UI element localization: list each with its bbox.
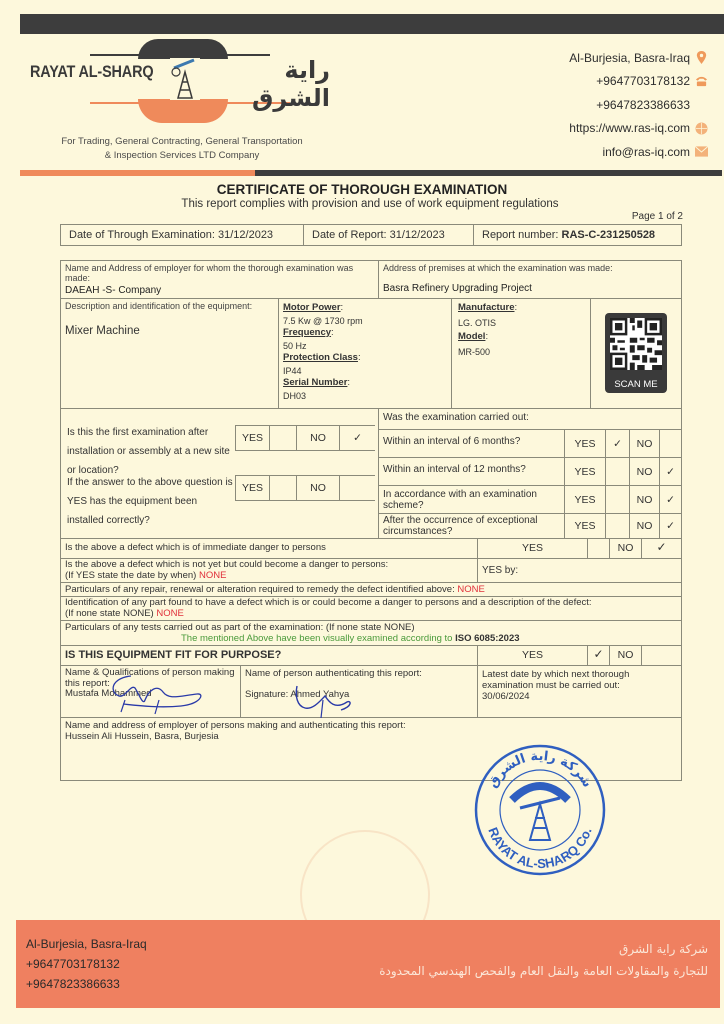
tests-row: Particulars of any tests carried out as part of the examination: (If none state NONE) The mentioned Above have been visually examined according to ISO 6085:2023 (61, 621, 681, 646)
logo-text-ar: راية الشرق (251, 56, 330, 112)
equipment-desc-cell: Description and identification of the equipment: Mixer Machine (61, 299, 279, 409)
company-logo (30, 36, 330, 136)
repair-row: Particulars of any repair, renewal or alteration required to remedy the defect identified above: NONE (61, 583, 681, 597)
interval-12m-no[interactable]: ✓ (666, 466, 675, 478)
examination-form (60, 260, 682, 781)
first-exam-no-box[interactable]: ✓ (353, 432, 362, 444)
logo-text-en: RAYAT AL-SHARQ (30, 62, 154, 81)
equipment-make-cell: Manufacture: LG. OTIS Model: MR-500 (452, 299, 591, 409)
fit-yes-box[interactable]: ✓ (588, 646, 610, 666)
installed-correctly-question: If the answer to the above question is YES has the equipment been installed correctly? (67, 477, 233, 526)
yes-by-field[interactable]: YES by: (478, 559, 681, 583)
interval-row-exceptional: After the occurrence of exceptional circumstances? YES NO ✓ (379, 513, 681, 537)
company-stamp-icon (472, 742, 608, 878)
equipment-name: Mixer Machine (65, 325, 140, 337)
footer-contact: Al-Burjesia, Basra-Iraq +9647703178132 +9647823386633 (26, 937, 147, 991)
contact-phone2: +9647823386633 (596, 97, 690, 112)
qr-code[interactable] (605, 313, 667, 393)
qr-label: SCAN ME (614, 379, 658, 390)
installed-correctly-answer: YES NO (235, 475, 375, 501)
interval-exceptional-no[interactable]: ✓ (666, 520, 675, 532)
contact-website: https://www.ras-iq.com (569, 117, 708, 141)
interval-row-scheme: In accordance with an examination scheme? YES NO ✓ (379, 485, 681, 513)
divider-orange (20, 170, 255, 176)
immediate-danger-row: Is the above a defect which is of immediate danger to persons YES NO ✓ (61, 539, 681, 559)
interval-scheme-yes[interactable] (606, 486, 630, 514)
report-number: RAS-C-231250528 (561, 229, 656, 241)
motor-power: 7.5 Kw @ 1730 rpm (283, 315, 363, 326)
globe-icon (695, 122, 708, 135)
company-tagline: For Trading, General Contracting, General Transportation & Inspection Services LTD Company (61, 136, 303, 161)
manufacture: LG. OTIS (458, 317, 497, 328)
employer-name: DAEAH -S- Company (65, 285, 162, 296)
qr-code-icon (610, 318, 662, 370)
maker-name: Mustafa Mohammed (65, 688, 152, 699)
svg-text:RAYAT AL-SHARQ Co.: RAYAT AL-SHARQ Co. (485, 825, 595, 872)
serial-number: DH03 (283, 390, 307, 401)
next-exam-cell: Latest date by which next thorough examination must be carried out: 30/06/2024 (478, 666, 681, 718)
contact-phone1: +9647703178132 (569, 70, 708, 94)
phone-icon (695, 75, 708, 88)
first-exam-yes-box[interactable] (270, 426, 297, 450)
interval-scheme-no[interactable]: ✓ (666, 494, 675, 506)
interval-exceptional-yes[interactable] (606, 514, 630, 538)
location-pin-icon (695, 51, 708, 64)
contact-email: info@ras-iq.com (569, 140, 708, 164)
page-number: Page 1 of 2 (631, 211, 683, 222)
first-exam-answer: YES NO ✓ (235, 425, 375, 451)
identification-row: Identification of any part found to have a defect which is or could become a danger to persons and a description of the defect: (If none state NONE) NONE (61, 597, 681, 621)
repair-value: NONE (457, 584, 485, 595)
svg-text:شركة راية الشرق: شركة راية الشرق (485, 748, 595, 791)
employer-cell: Name and Address of employer for whom the thorough examination was made: DAEAH -S- Company (61, 261, 379, 299)
interval-block: Was the examination carried out: Within an interval of 6 months? YES ✓ NO Within an interval of 12 months? YES NO ✓ In accordance with an examination scheme? YES NO ✓ After the occurrence of exceptional circumstances? YES NO ✓ (379, 409, 681, 539)
exam-date: Date of Through Examination: 31/12/2023 (61, 225, 304, 245)
contact-block (569, 46, 708, 164)
auth-signature-icon (291, 682, 361, 718)
future-danger-value: NONE (198, 569, 227, 581)
next-exam-date: 30/06/2024 (482, 691, 530, 702)
installed-no-box[interactable] (340, 476, 375, 500)
protection-class: IP44 (283, 365, 302, 376)
report-employer-cell: Name and address of employer of persons making and authenticating this report: Hussein Ali Hussein, Basra, Burjesia (61, 718, 681, 780)
installed-yes-box[interactable] (270, 476, 297, 500)
first-exam-block (61, 409, 379, 539)
maker-cell: Name & Qualifications of person making this report: Mustafa Mohammed (61, 666, 241, 718)
authenticator-cell: Name of person authenticating this report: Signature: Ahmed Yahya (241, 666, 478, 718)
maker-signature-icon (101, 670, 211, 716)
footer-arabic-text: شركة راية الشرق للتجارة والمقاولات العامة والنقل العام والفحص الهندسي المحدودة (379, 942, 708, 978)
certificate-subtitle: This report complies with provision and use of work equipment regulations (181, 198, 559, 210)
divider-dark (255, 170, 722, 176)
date-row (60, 224, 682, 246)
qr-cell (591, 299, 681, 409)
oil-pump-icon (170, 58, 200, 100)
contact-address: Al-Burjesia, Basra-Iraq (569, 46, 708, 70)
signatures-row (61, 666, 681, 718)
first-exam-question: Is this the first examination after installation or assembly at a new site or location? (67, 427, 230, 476)
certificate-title: CERTIFICATE OF THOROUGH EXAMINATION (216, 182, 508, 197)
report-date: Date of Report: 31/12/2023 (304, 225, 474, 245)
immediate-yes-box[interactable] (588, 539, 610, 559)
interval-6m-yes[interactable]: ✓ (606, 430, 630, 458)
interval-row-6m: Within an interval of 6 months? YES ✓ NO (379, 429, 681, 457)
mail-icon (695, 145, 708, 158)
future-danger-row: Is the above a defect which is not yet but could become a danger to persons: (If YES state the date by when) NONE YES by: (61, 559, 681, 583)
frequency: 50 Hz (283, 340, 307, 351)
premises-value: Basra Refinery Upgrading Project (383, 283, 532, 294)
authenticator-signature: Signature: Ahmed Yahya (245, 689, 350, 700)
header-top-bar (20, 14, 724, 34)
equipment-specs-cell: Motor Power: 7.5 Kw @ 1730 rpm Frequency: 50 Hz Protection Class: IP44 Serial Number: DH03 (279, 299, 452, 409)
identification-value: NONE (156, 607, 184, 619)
interval-12m-yes[interactable] (606, 458, 630, 486)
footer-bar (16, 920, 720, 1008)
fit-no-box[interactable] (642, 646, 681, 666)
model: MR-500 (458, 346, 491, 357)
premises-cell: Address of premises at which the examination was made: Basra Refinery Upgrading Project (379, 261, 681, 299)
immediate-no-box[interactable]: ✓ (642, 539, 681, 559)
report-employer-value: Hussein Ali Hussein, Basra, Burjesia (65, 731, 219, 742)
fit-for-purpose-row: IS THIS EQUIPMENT FIT FOR PURPOSE? YES ✓ NO (61, 646, 681, 666)
interval-row-12m: Within an interval of 12 months? YES NO ✓ (379, 457, 681, 485)
interval-6m-no[interactable] (660, 430, 681, 458)
iso-standard: ISO 6085:2023 (455, 633, 520, 644)
report-number-cell: Report number: RAS-C-231250528 (482, 229, 656, 241)
